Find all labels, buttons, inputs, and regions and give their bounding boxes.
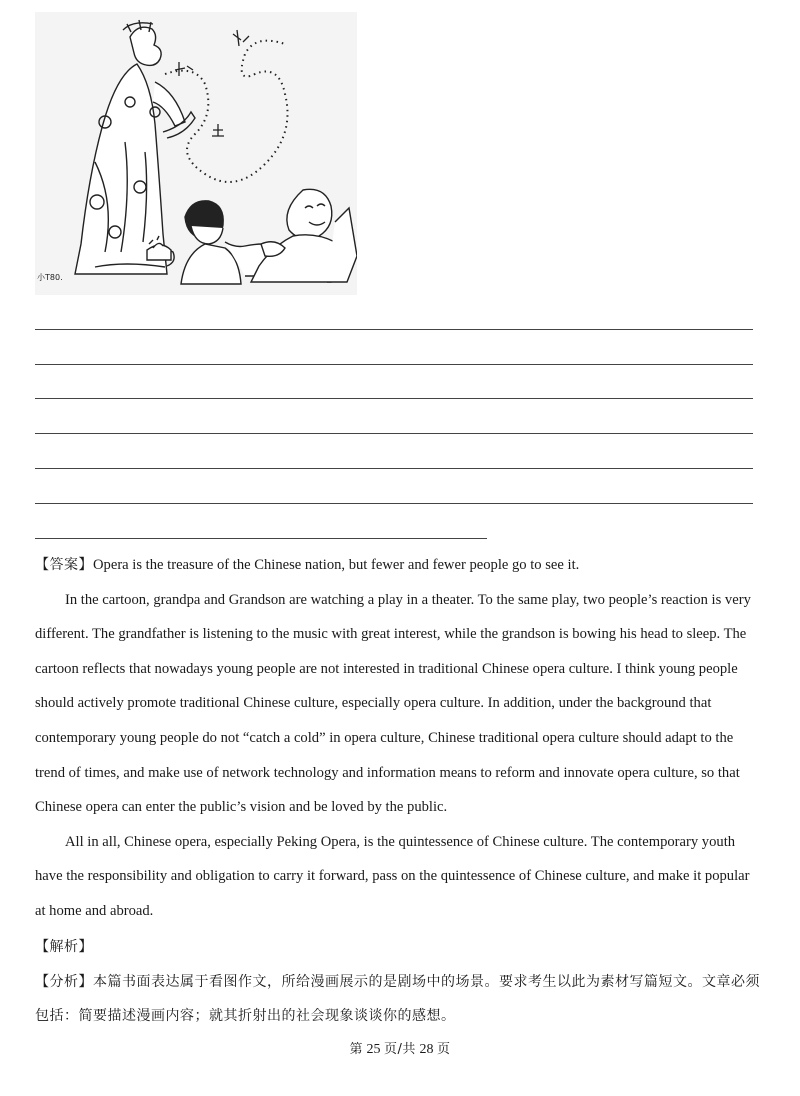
analysis-section <box>35 930 761 1034</box>
cartoon-illustration <box>35 12 357 295</box>
opera-cartoon-drawing <box>35 12 357 295</box>
writing-line <box>35 329 753 330</box>
footer-middle: 页/共 <box>384 1042 416 1057</box>
answer-tag: 【答案】 <box>35 557 93 573</box>
writing-line <box>35 468 753 469</box>
writing-line <box>35 398 753 399</box>
writing-line <box>35 433 753 434</box>
analysis-text: 本篇书面表达属于看图作文，所给漫画展示的是剧场中的场景。要求考生以此为素材写篇短文。文章必须包括：简要描述漫画内容；就其折射出的社会现象谈谈你的感想。 <box>35 973 760 1025</box>
answer-paragraph-2: All in all, Chinese opera, especially Peking Opera, is the quintessence of Chinese culture. The contemporary youth have the responsibility and obligation to carry it forward, pass on the quintessence of Chinese culture, and make it popular at home and abroad. <box>35 833 750 919</box>
footer-prefix: 第 <box>349 1042 364 1057</box>
analysis-label: 【解析】 <box>35 939 93 955</box>
answer-line-0: Opera is the treasure of the Chinese nation, but fewer and fewer people go to see it. <box>93 557 580 573</box>
answer-section <box>35 548 761 929</box>
writing-line <box>35 364 753 365</box>
answer-paragraph-1: In the cartoon, grandpa and Grandson are watching a play in a theater. To the same play, two people’s reaction is very different. The grandfather is listening to the music with great interest, while the grandson is bowing his head to sleep. The cartoon reflects that nowadays young people are not interested in traditional Chinese opera culture. I think young people should actively promote traditional Chinese culture, especially opera culture. In addition, under the background that contemporary young people do not “catch a cold” in opera culture, Chinese traditional opera culture should adapt to the trend of times, and make use of network technology and information means to reform and innovate opera culture, so that Chinese opera can enter the public’s vision and be loved by the public. <box>35 591 751 816</box>
page-footer <box>0 1040 800 1060</box>
signature: 小T80. <box>37 273 63 282</box>
writing-line <box>35 538 487 539</box>
answer-intro <box>35 548 761 583</box>
footer-total-pages: 28 <box>419 1042 434 1057</box>
analysis-tag: 【分析】 <box>35 973 93 990</box>
footer-page-number: 25 <box>366 1042 381 1057</box>
analysis-body <box>35 965 761 1034</box>
writing-line <box>35 503 753 504</box>
footer-suffix: 页 <box>436 1042 451 1057</box>
